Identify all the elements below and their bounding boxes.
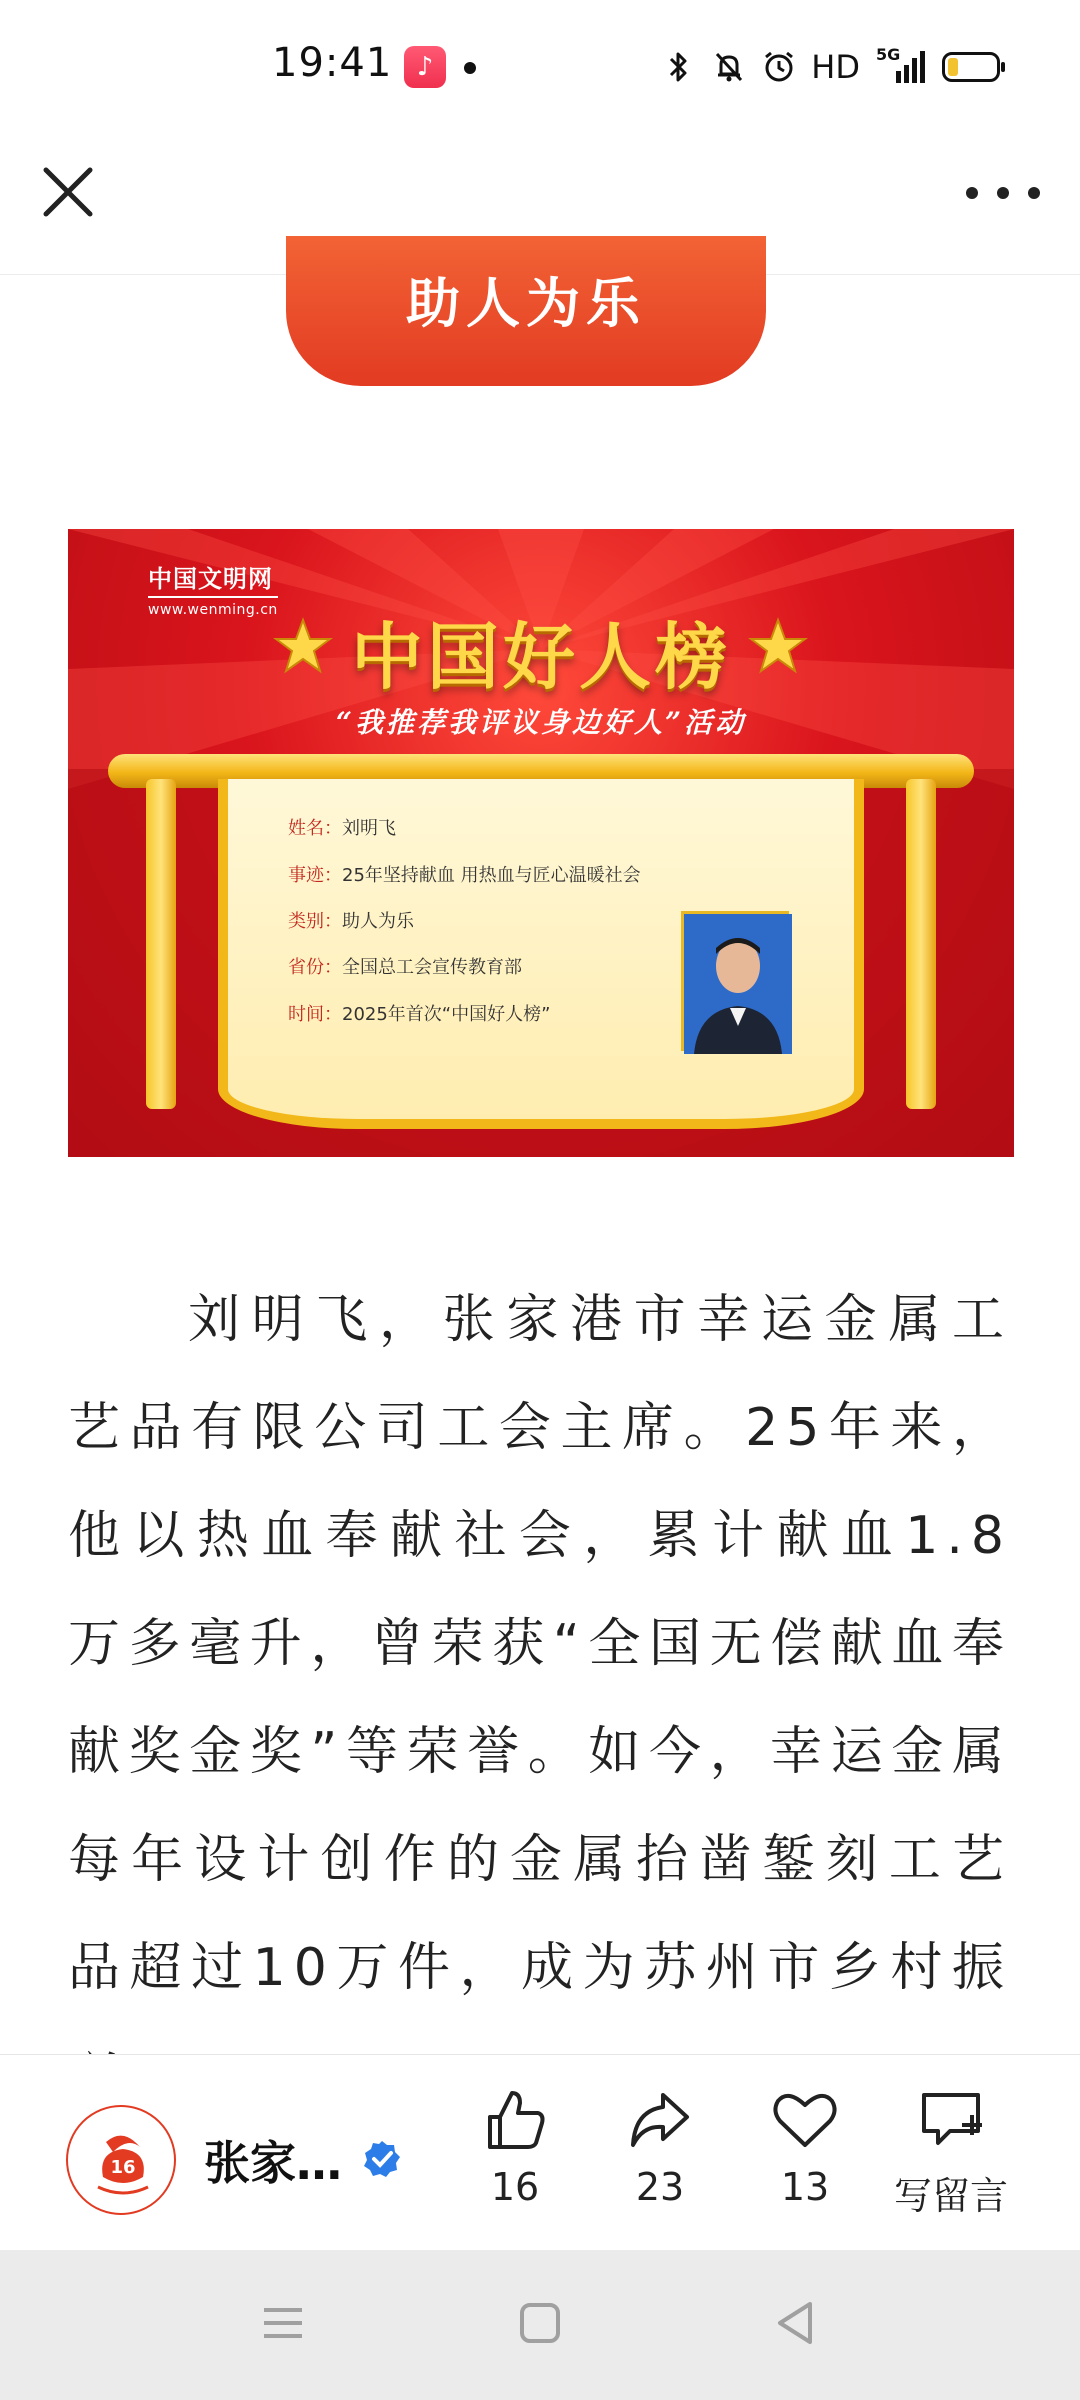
notification-dot-icon bbox=[464, 62, 476, 74]
right-tassel bbox=[906, 779, 936, 1109]
bottom-action-bar bbox=[0, 2054, 1080, 2250]
account-name[interactable]: 张家… bbox=[204, 2136, 342, 2190]
category-banner bbox=[286, 236, 766, 386]
like-button[interactable] bbox=[455, 2085, 575, 2209]
alarm-icon bbox=[761, 49, 797, 85]
network-type: 5G bbox=[876, 45, 901, 64]
close-icon[interactable] bbox=[36, 160, 100, 224]
info-row-province: 省份：全国总工会宣传教育部 bbox=[288, 957, 522, 978]
account-avatar[interactable] bbox=[66, 2105, 176, 2215]
more-dot bbox=[997, 187, 1009, 199]
info-row-name: 姓名：刘明飞 bbox=[288, 818, 396, 839]
hd-indicator: HD bbox=[811, 48, 860, 86]
verified-icon bbox=[362, 2139, 402, 2179]
category-label: 助人为乐 bbox=[406, 272, 646, 335]
site-url: www.wenming.cn bbox=[148, 602, 278, 618]
share-button[interactable] bbox=[600, 2085, 720, 2209]
article-paragraph: 刘明飞，张家港市幸运金属工艺品有限公司工会主席。25年来，他以热血奉献社会，累计献血1.8万多毫升，曾荣获“全国无偿献血奉献奖金奖”等荣誉。如今，幸运金属每年设计创作的金属抬凿錾刻工艺品超过10万件，成为苏州市乡村振 bbox=[68, 1290, 1012, 1998]
info-row-category: 类别：助人为乐 bbox=[288, 911, 414, 932]
system-nav-bar bbox=[0, 2250, 1080, 2400]
status-time: 19:41 bbox=[272, 40, 393, 86]
write-comment-label: 写留言 bbox=[893, 2174, 1008, 2218]
share-arrow-icon bbox=[625, 2085, 695, 2155]
more-dot bbox=[1028, 187, 1040, 199]
home-icon[interactable] bbox=[515, 2298, 565, 2348]
menu-icon[interactable] bbox=[258, 2298, 308, 2348]
mute-bell-icon bbox=[711, 49, 747, 85]
more-icon[interactable] bbox=[966, 168, 1040, 218]
board-title: 中国好人榜 bbox=[350, 614, 731, 699]
favorite-button[interactable] bbox=[745, 2085, 865, 2209]
back-icon[interactable] bbox=[770, 2298, 820, 2348]
status-bar bbox=[0, 0, 1080, 130]
site-name: 中国文明网 bbox=[148, 559, 278, 598]
info-row-time: 时间：2025年首次“中国好人榜” bbox=[288, 1004, 551, 1025]
portrait-photo bbox=[681, 911, 789, 1051]
good-people-award-image[interactable] bbox=[68, 529, 1014, 1157]
article-content[interactable] bbox=[0, 272, 1080, 2054]
favorite-count: 13 bbox=[780, 2165, 830, 2209]
more-dot bbox=[966, 187, 978, 199]
heart-icon bbox=[770, 2085, 840, 2155]
music-app-icon: ♪ bbox=[404, 46, 446, 88]
battery-icon bbox=[942, 52, 1000, 82]
share-count: 23 bbox=[635, 2165, 685, 2209]
left-tassel bbox=[146, 779, 176, 1109]
thumbs-up-icon bbox=[480, 2085, 550, 2155]
write-comment-button[interactable] bbox=[886, 2085, 1016, 2220]
like-count: 16 bbox=[490, 2165, 540, 2209]
signal-icon bbox=[874, 45, 928, 85]
info-row-deeds: 事迹：25年坚持献血 用热血与匠心温暖社会 bbox=[288, 865, 641, 886]
board-slogan: “我推荐我评议身边好人”活动 bbox=[335, 706, 747, 739]
status-icons bbox=[661, 44, 1000, 90]
comment-add-icon bbox=[916, 2085, 986, 2155]
bluetooth-icon bbox=[661, 49, 697, 85]
svg-text:16: 16 bbox=[110, 2157, 136, 2178]
